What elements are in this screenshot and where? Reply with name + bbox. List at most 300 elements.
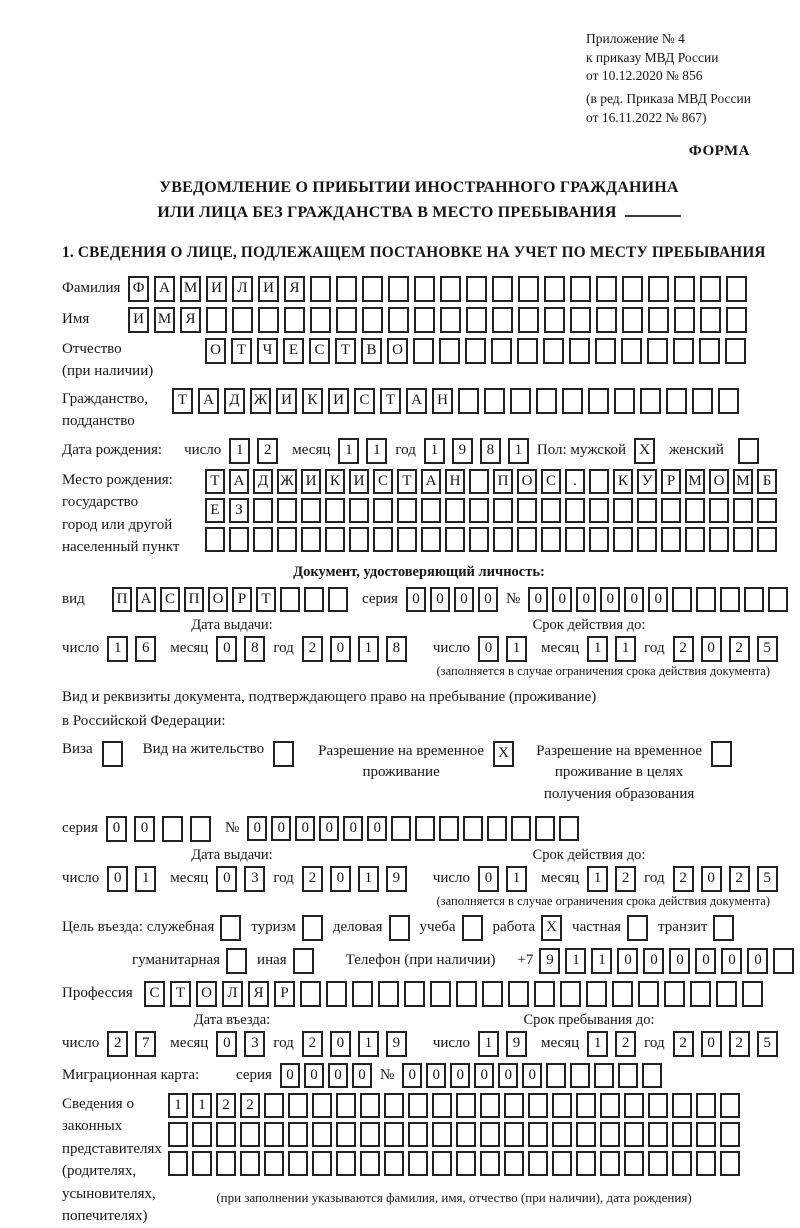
- char-cell[interactable]: [661, 498, 681, 523]
- char-cell[interactable]: [510, 388, 531, 414]
- char-cell[interactable]: [648, 307, 669, 333]
- char-cell[interactable]: Ч: [257, 338, 278, 364]
- char-cell[interactable]: Р: [274, 981, 295, 1007]
- char-cell[interactable]: 1: [358, 866, 379, 892]
- char-cell[interactable]: [504, 1093, 524, 1118]
- char-cell[interactable]: [640, 388, 661, 414]
- char-cell[interactable]: [288, 1151, 308, 1176]
- char-cell[interactable]: [569, 338, 590, 364]
- char-cell[interactable]: К: [325, 469, 345, 494]
- char-cell[interactable]: 0: [216, 866, 237, 892]
- char-cell[interactable]: 2: [302, 1031, 323, 1057]
- char-cell[interactable]: С: [354, 388, 375, 414]
- char-cell[interactable]: [504, 1122, 524, 1147]
- char-cell[interactable]: [570, 307, 591, 333]
- char-cell[interactable]: О: [709, 469, 729, 494]
- char-cell[interactable]: Я: [180, 307, 201, 333]
- char-cell[interactable]: [408, 1093, 428, 1118]
- char-cell[interactable]: [466, 276, 487, 302]
- char-cell[interactable]: 0: [701, 636, 722, 662]
- char-cell[interactable]: [312, 1122, 332, 1147]
- char-cell[interactable]: [622, 276, 643, 302]
- char-cell[interactable]: О: [205, 338, 226, 364]
- char-cell[interactable]: 1: [366, 438, 387, 464]
- char-cell[interactable]: [648, 1122, 668, 1147]
- char-cell[interactable]: Д: [253, 469, 273, 494]
- char-cell[interactable]: 2: [216, 1093, 236, 1118]
- char-cell[interactable]: [713, 915, 734, 941]
- char-cell[interactable]: [466, 307, 487, 333]
- char-cell[interactable]: [229, 527, 249, 552]
- char-cell[interactable]: [570, 276, 591, 302]
- char-cell[interactable]: 1: [358, 636, 379, 662]
- char-cell[interactable]: [726, 276, 747, 302]
- char-cell[interactable]: Е: [283, 338, 304, 364]
- char-cell[interactable]: [458, 388, 479, 414]
- char-cell[interactable]: [543, 338, 564, 364]
- char-cell[interactable]: 5: [757, 866, 778, 892]
- char-cell[interactable]: [415, 816, 435, 841]
- char-cell[interactable]: [576, 1122, 596, 1147]
- char-cell[interactable]: Т: [170, 981, 191, 1007]
- char-cell[interactable]: 1: [229, 438, 250, 464]
- char-cell[interactable]: [421, 527, 441, 552]
- char-cell[interactable]: 1: [591, 948, 612, 974]
- char-cell[interactable]: [647, 338, 668, 364]
- char-cell[interactable]: [565, 498, 585, 523]
- char-cell[interactable]: 1: [565, 948, 586, 974]
- char-cell[interactable]: [559, 816, 579, 841]
- char-cell[interactable]: 0: [430, 587, 450, 612]
- char-cell[interactable]: [696, 1151, 716, 1176]
- char-cell[interactable]: [264, 1122, 284, 1147]
- char-cell[interactable]: [264, 1093, 284, 1118]
- char-cell[interactable]: О: [196, 981, 217, 1007]
- char-cell[interactable]: [336, 307, 357, 333]
- char-cell[interactable]: [699, 338, 720, 364]
- char-cell[interactable]: [541, 527, 561, 552]
- char-cell[interactable]: 0: [352, 1063, 372, 1088]
- char-cell[interactable]: [362, 307, 383, 333]
- char-cell[interactable]: [388, 307, 409, 333]
- char-cell[interactable]: 2: [729, 1031, 750, 1057]
- char-cell[interactable]: 0: [522, 1063, 542, 1088]
- char-cell[interactable]: [463, 816, 483, 841]
- char-cell[interactable]: [637, 527, 657, 552]
- char-cell[interactable]: [384, 1093, 404, 1118]
- char-cell[interactable]: [716, 981, 737, 1007]
- char-cell[interactable]: [301, 498, 321, 523]
- char-cell[interactable]: П: [493, 469, 513, 494]
- char-cell[interactable]: 1: [587, 866, 608, 892]
- char-cell[interactable]: 0: [216, 1031, 237, 1057]
- char-cell[interactable]: [192, 1151, 212, 1176]
- char-cell[interactable]: 1: [107, 636, 128, 662]
- char-cell[interactable]: X: [541, 915, 562, 941]
- char-cell[interactable]: [672, 1122, 692, 1147]
- char-cell[interactable]: 0: [330, 636, 351, 662]
- char-cell[interactable]: 0: [295, 816, 315, 841]
- char-cell[interactable]: [664, 981, 685, 1007]
- char-cell[interactable]: [642, 1063, 662, 1088]
- char-cell[interactable]: 9: [386, 1031, 407, 1057]
- char-cell[interactable]: С: [373, 469, 393, 494]
- char-cell[interactable]: 9: [386, 866, 407, 892]
- char-cell[interactable]: [648, 1151, 668, 1176]
- char-cell[interactable]: К: [613, 469, 633, 494]
- char-cell[interactable]: П: [184, 587, 204, 612]
- char-cell[interactable]: [389, 915, 410, 941]
- char-cell[interactable]: 0: [648, 587, 668, 612]
- char-cell[interactable]: [220, 915, 241, 941]
- char-cell[interactable]: [373, 498, 393, 523]
- char-cell[interactable]: [511, 816, 531, 841]
- char-cell[interactable]: [284, 307, 305, 333]
- char-cell[interactable]: [600, 1151, 620, 1176]
- char-cell[interactable]: 2: [673, 866, 694, 892]
- char-cell[interactable]: 0: [426, 1063, 446, 1088]
- char-cell[interactable]: 0: [552, 587, 572, 612]
- char-cell[interactable]: [432, 1122, 452, 1147]
- char-cell[interactable]: 0: [406, 587, 426, 612]
- char-cell[interactable]: 0: [280, 1063, 300, 1088]
- char-cell[interactable]: 0: [343, 816, 363, 841]
- char-cell[interactable]: 0: [478, 866, 499, 892]
- char-cell[interactable]: [720, 1151, 740, 1176]
- char-cell[interactable]: [264, 1151, 284, 1176]
- char-cell[interactable]: Е: [205, 498, 225, 523]
- char-cell[interactable]: X: [634, 438, 655, 464]
- char-cell[interactable]: [360, 1093, 380, 1118]
- char-cell[interactable]: 2: [673, 1031, 694, 1057]
- char-cell[interactable]: [624, 1122, 644, 1147]
- char-cell[interactable]: [696, 1122, 716, 1147]
- char-cell[interactable]: [672, 1093, 692, 1118]
- char-cell[interactable]: [528, 1093, 548, 1118]
- char-cell[interactable]: [482, 981, 503, 1007]
- char-cell[interactable]: [648, 276, 669, 302]
- char-cell[interactable]: [302, 915, 323, 941]
- char-cell[interactable]: [445, 498, 465, 523]
- char-cell[interactable]: 0: [402, 1063, 422, 1088]
- char-cell[interactable]: 0: [528, 587, 548, 612]
- char-cell[interactable]: [384, 1151, 404, 1176]
- char-cell[interactable]: У: [637, 469, 657, 494]
- char-cell[interactable]: Б: [757, 469, 777, 494]
- char-cell[interactable]: [216, 1151, 236, 1176]
- char-cell[interactable]: 2: [302, 866, 323, 892]
- char-cell[interactable]: [360, 1122, 380, 1147]
- char-cell[interactable]: [408, 1122, 428, 1147]
- char-cell[interactable]: [328, 587, 348, 612]
- char-cell[interactable]: [544, 307, 565, 333]
- char-cell[interactable]: [493, 527, 513, 552]
- char-cell[interactable]: [733, 527, 753, 552]
- char-cell[interactable]: Т: [205, 469, 225, 494]
- char-cell[interactable]: [480, 1122, 500, 1147]
- char-cell[interactable]: 0: [454, 587, 474, 612]
- char-cell[interactable]: 1: [506, 866, 527, 892]
- char-cell[interactable]: [397, 498, 417, 523]
- char-cell[interactable]: И: [328, 388, 349, 414]
- char-cell[interactable]: 0: [624, 587, 644, 612]
- char-cell[interactable]: 1: [587, 1031, 608, 1057]
- char-cell[interactable]: [742, 981, 763, 1007]
- char-cell[interactable]: [277, 527, 297, 552]
- char-cell[interactable]: [288, 1122, 308, 1147]
- char-cell[interactable]: 1: [135, 866, 156, 892]
- char-cell[interactable]: [534, 981, 555, 1007]
- char-cell[interactable]: [493, 498, 513, 523]
- char-cell[interactable]: [672, 1151, 692, 1176]
- char-cell[interactable]: [491, 338, 512, 364]
- char-cell[interactable]: [589, 498, 609, 523]
- char-cell[interactable]: [430, 981, 451, 1007]
- char-cell[interactable]: [685, 498, 705, 523]
- char-cell[interactable]: [432, 1151, 452, 1176]
- char-cell[interactable]: [462, 915, 483, 941]
- char-cell[interactable]: [456, 981, 477, 1007]
- char-cell[interactable]: 2: [615, 1031, 636, 1057]
- char-cell[interactable]: [300, 981, 321, 1007]
- char-cell[interactable]: 1: [506, 636, 527, 662]
- char-cell[interactable]: 0: [498, 1063, 518, 1088]
- char-cell[interactable]: [674, 276, 695, 302]
- char-cell[interactable]: [544, 276, 565, 302]
- char-cell[interactable]: [535, 816, 555, 841]
- char-cell[interactable]: [349, 527, 369, 552]
- char-cell[interactable]: 5: [757, 636, 778, 662]
- char-cell[interactable]: 0: [576, 587, 596, 612]
- char-cell[interactable]: 0: [600, 587, 620, 612]
- char-cell[interactable]: [718, 388, 739, 414]
- char-cell[interactable]: [624, 1093, 644, 1118]
- char-cell[interactable]: [725, 338, 746, 364]
- char-cell[interactable]: [614, 388, 635, 414]
- char-cell[interactable]: 0: [216, 636, 237, 662]
- char-cell[interactable]: [637, 498, 657, 523]
- char-cell[interactable]: И: [258, 276, 279, 302]
- char-cell[interactable]: Н: [445, 469, 465, 494]
- char-cell[interactable]: Ж: [277, 469, 297, 494]
- char-cell[interactable]: [336, 1122, 356, 1147]
- char-cell[interactable]: [469, 469, 489, 494]
- char-cell[interactable]: Т: [335, 338, 356, 364]
- char-cell[interactable]: [612, 981, 633, 1007]
- char-cell[interactable]: [404, 981, 425, 1007]
- char-cell[interactable]: [720, 1122, 740, 1147]
- char-cell[interactable]: [360, 1151, 380, 1176]
- char-cell[interactable]: К: [302, 388, 323, 414]
- char-cell[interactable]: [666, 388, 687, 414]
- char-cell[interactable]: [536, 388, 557, 414]
- char-cell[interactable]: [102, 741, 123, 767]
- char-cell[interactable]: [362, 276, 383, 302]
- char-cell[interactable]: [421, 498, 441, 523]
- char-cell[interactable]: 2: [729, 636, 750, 662]
- char-cell[interactable]: [312, 1151, 332, 1176]
- char-cell[interactable]: З: [229, 498, 249, 523]
- char-cell[interactable]: 0: [107, 866, 128, 892]
- char-cell[interactable]: [673, 338, 694, 364]
- char-cell[interactable]: [711, 741, 732, 767]
- char-cell[interactable]: [440, 307, 461, 333]
- char-cell[interactable]: [336, 276, 357, 302]
- char-cell[interactable]: Т: [172, 388, 193, 414]
- char-cell[interactable]: [288, 1093, 308, 1118]
- char-cell[interactable]: А: [406, 388, 427, 414]
- char-cell[interactable]: 1: [478, 1031, 499, 1057]
- char-cell[interactable]: 9: [539, 948, 560, 974]
- char-cell[interactable]: 0: [328, 1063, 348, 1088]
- char-cell[interactable]: [205, 527, 225, 552]
- char-cell[interactable]: 5: [757, 1031, 778, 1057]
- char-cell[interactable]: Т: [256, 587, 276, 612]
- char-cell[interactable]: 7: [135, 1031, 156, 1057]
- char-cell[interactable]: И: [276, 388, 297, 414]
- char-cell[interactable]: Т: [397, 469, 417, 494]
- char-cell[interactable]: Ф: [128, 276, 149, 302]
- char-cell[interactable]: [685, 527, 705, 552]
- char-cell[interactable]: 0: [478, 636, 499, 662]
- char-cell[interactable]: [397, 527, 417, 552]
- char-cell[interactable]: [768, 587, 788, 612]
- char-cell[interactable]: [672, 587, 692, 612]
- char-cell[interactable]: [456, 1093, 476, 1118]
- char-cell[interactable]: [240, 1122, 260, 1147]
- char-cell[interactable]: [312, 1093, 332, 1118]
- char-cell[interactable]: [304, 587, 324, 612]
- char-cell[interactable]: [570, 1063, 590, 1088]
- char-cell[interactable]: [253, 527, 273, 552]
- char-cell[interactable]: 0: [319, 816, 339, 841]
- char-cell[interactable]: [560, 981, 581, 1007]
- char-cell[interactable]: О: [208, 587, 228, 612]
- char-cell[interactable]: [738, 438, 759, 464]
- char-cell[interactable]: 0: [617, 948, 638, 974]
- char-cell[interactable]: [528, 1151, 548, 1176]
- char-cell[interactable]: 0: [247, 816, 267, 841]
- char-cell[interactable]: И: [128, 307, 149, 333]
- char-cell[interactable]: А: [229, 469, 249, 494]
- char-cell[interactable]: 0: [747, 948, 768, 974]
- char-cell[interactable]: [757, 498, 777, 523]
- char-cell[interactable]: И: [301, 469, 321, 494]
- char-cell[interactable]: [576, 1093, 596, 1118]
- char-cell[interactable]: [595, 338, 616, 364]
- char-cell[interactable]: 0: [701, 866, 722, 892]
- char-cell[interactable]: 0: [669, 948, 690, 974]
- char-cell[interactable]: [352, 981, 373, 1007]
- char-cell[interactable]: [596, 276, 617, 302]
- char-cell[interactable]: [709, 498, 729, 523]
- char-cell[interactable]: [232, 307, 253, 333]
- char-cell[interactable]: [627, 915, 648, 941]
- char-cell[interactable]: 0: [134, 816, 155, 842]
- char-cell[interactable]: В: [361, 338, 382, 364]
- char-cell[interactable]: [588, 388, 609, 414]
- char-cell[interactable]: [661, 527, 681, 552]
- char-cell[interactable]: [310, 276, 331, 302]
- char-cell[interactable]: [709, 527, 729, 552]
- char-cell[interactable]: X: [493, 741, 514, 767]
- char-cell[interactable]: [206, 307, 227, 333]
- char-cell[interactable]: [696, 587, 716, 612]
- char-cell[interactable]: [518, 276, 539, 302]
- char-cell[interactable]: [618, 1063, 638, 1088]
- char-cell[interactable]: [439, 816, 459, 841]
- char-cell[interactable]: [325, 527, 345, 552]
- char-cell[interactable]: 0: [478, 587, 498, 612]
- char-cell[interactable]: [480, 1151, 500, 1176]
- char-cell[interactable]: С: [309, 338, 330, 364]
- char-cell[interactable]: Р: [232, 587, 252, 612]
- char-cell[interactable]: [528, 1122, 548, 1147]
- char-cell[interactable]: [589, 527, 609, 552]
- char-cell[interactable]: [384, 1122, 404, 1147]
- char-cell[interactable]: [773, 948, 794, 974]
- char-cell[interactable]: [413, 338, 434, 364]
- char-cell[interactable]: 0: [643, 948, 664, 974]
- char-cell[interactable]: [648, 1093, 668, 1118]
- char-cell[interactable]: [349, 498, 369, 523]
- char-cell[interactable]: [518, 307, 539, 333]
- char-cell[interactable]: [388, 276, 409, 302]
- char-cell[interactable]: [492, 307, 513, 333]
- char-cell[interactable]: 2: [615, 866, 636, 892]
- char-cell[interactable]: [517, 498, 537, 523]
- char-cell[interactable]: [504, 1151, 524, 1176]
- char-cell[interactable]: 0: [304, 1063, 324, 1088]
- char-cell[interactable]: 0: [271, 816, 291, 841]
- char-cell[interactable]: [621, 338, 642, 364]
- char-cell[interactable]: С: [144, 981, 165, 1007]
- char-cell[interactable]: [456, 1151, 476, 1176]
- char-cell[interactable]: [576, 1151, 596, 1176]
- char-cell[interactable]: Н: [432, 388, 453, 414]
- char-cell[interactable]: [310, 307, 331, 333]
- char-cell[interactable]: [744, 587, 764, 612]
- char-cell[interactable]: [562, 388, 583, 414]
- char-cell[interactable]: И: [206, 276, 227, 302]
- char-cell[interactable]: [552, 1093, 572, 1118]
- char-cell[interactable]: 1: [424, 438, 445, 464]
- char-cell[interactable]: 0: [695, 948, 716, 974]
- char-cell[interactable]: О: [517, 469, 537, 494]
- char-cell[interactable]: 8: [480, 438, 501, 464]
- char-cell[interactable]: 6: [135, 636, 156, 662]
- char-cell[interactable]: [600, 1093, 620, 1118]
- char-cell[interactable]: [445, 527, 465, 552]
- char-cell[interactable]: [586, 981, 607, 1007]
- char-cell[interactable]: Р: [661, 469, 681, 494]
- char-cell[interactable]: [168, 1151, 188, 1176]
- char-cell[interactable]: [674, 307, 695, 333]
- char-cell[interactable]: 0: [721, 948, 742, 974]
- char-cell[interactable]: 0: [367, 816, 387, 841]
- char-cell[interactable]: [465, 338, 486, 364]
- char-cell[interactable]: [190, 816, 211, 842]
- char-cell[interactable]: [757, 527, 777, 552]
- char-cell[interactable]: 0: [106, 816, 127, 842]
- char-cell[interactable]: С: [160, 587, 180, 612]
- char-cell[interactable]: [517, 527, 537, 552]
- char-cell[interactable]: А: [136, 587, 156, 612]
- char-cell[interactable]: [414, 276, 435, 302]
- char-cell[interactable]: Д: [224, 388, 245, 414]
- char-cell[interactable]: [325, 498, 345, 523]
- char-cell[interactable]: М: [685, 469, 705, 494]
